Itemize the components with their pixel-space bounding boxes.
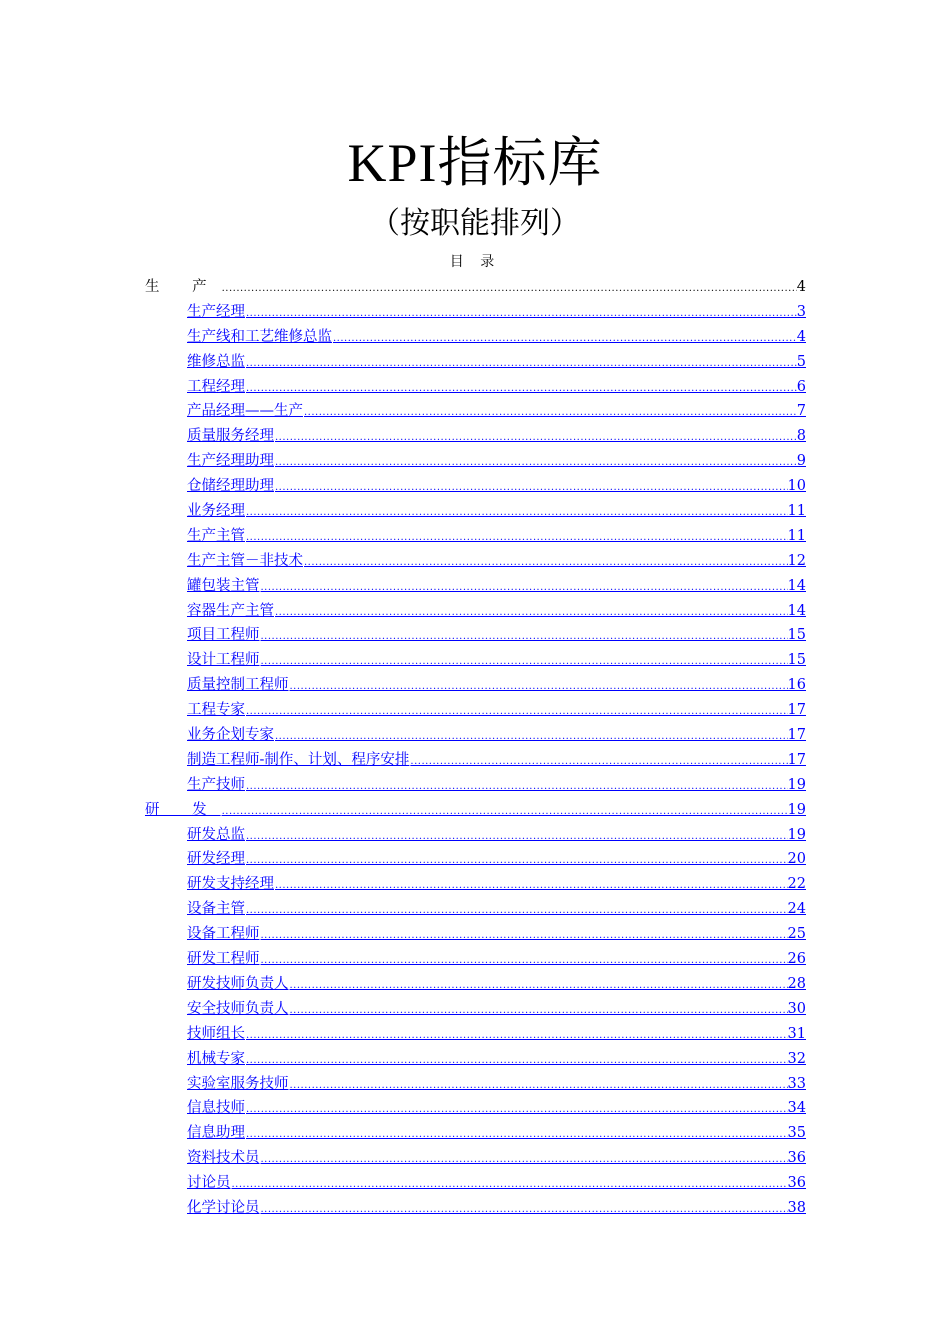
toc-dot-leader [274,451,797,474]
toc-page-number: 15 [787,627,806,644]
toc-dot-leader [245,700,788,723]
toc-page-number: 14 [787,577,806,594]
toc-dot-leader [245,825,788,848]
toc-entry[interactable] [187,1022,806,1047]
toc-entry[interactable] [187,698,806,723]
toc-dot-leader [289,974,788,997]
toc-entry-label: 技师组长 [187,1025,245,1042]
toc-page-number: 24 [787,901,806,918]
toc-entry[interactable] [187,599,806,624]
toc-entry-label: 生产线和工艺维修总监 [187,328,332,345]
toc-dot-leader [274,874,788,897]
toc-entry-label: 机械专家 [187,1050,245,1067]
toc-entry[interactable] [187,375,806,400]
toc-page-number: 4 [796,328,806,345]
toc-page-number: 3 [796,303,806,320]
toc-entry[interactable] [187,1096,806,1121]
toc-page-number: 4 [796,279,806,295]
toc-entry[interactable] [187,574,806,599]
toc-dot-leader [274,601,788,624]
toc-dot-leader [289,1074,788,1097]
toc-section-entry[interactable] [145,798,806,823]
toc-entry-label: 研发工程师 [187,951,260,968]
toc-entry-label: 仓储经理助理 [187,478,274,495]
toc-entry-label: 产品经理——生产 [187,403,303,420]
toc-entry-label: 设备工程师 [187,926,260,943]
toc-page-number: 26 [787,951,806,968]
toc-dot-leader [260,1148,788,1171]
toc-entry-label: 资料技术员 [187,1150,260,1167]
toc-entry-label: 质量控制工程师 [187,677,289,694]
toc-dot-leader [274,725,788,748]
toc-entry-label: 生产主管 [187,527,245,544]
toc-page-number: 34 [787,1100,806,1117]
toc-page-number: 15 [787,652,806,669]
toc-page-number: 25 [787,926,806,943]
toc-entry[interactable] [187,1171,806,1196]
toc-entry[interactable] [187,424,806,449]
toc-dot-leader [221,277,797,300]
toc-entry-label: 业务企划专家 [187,727,274,744]
toc-entry[interactable] [187,648,806,673]
toc-entry[interactable] [187,823,806,848]
toc-entry-label: 维修总监 [187,353,245,370]
toc-entry[interactable] [187,947,806,972]
toc-dot-leader [245,775,788,798]
toc-entry-label: 设计工程师 [187,652,260,669]
toc-page-number: 10 [787,478,806,495]
toc-dot-leader [260,625,788,648]
toc-page-number: 14 [787,602,806,619]
toc-page-number: 19 [787,826,806,843]
toc-page-number: 16 [787,677,806,694]
toc-dot-leader [409,750,787,773]
toc-entry-label: 化学讨论员 [187,1199,260,1216]
toc-dot-leader [245,1123,788,1146]
toc-page-number: 19 [787,801,806,818]
table-of-contents [145,275,806,1221]
toc-entry-label: 信息助理 [187,1125,245,1142]
toc-heading: 目 录 [449,254,501,270]
toc-entry-label: 容器生产主管 [187,602,274,619]
toc-entry[interactable] [187,723,806,748]
toc-page-number: 36 [787,1175,806,1192]
toc-dot-leader [289,675,788,698]
toc-entry[interactable] [187,350,806,375]
toc-dot-leader [303,401,797,424]
toc-dot-leader [260,949,788,972]
toc-page-number: 20 [787,851,806,868]
toc-entry[interactable] [187,399,806,424]
toc-entry[interactable] [187,847,806,872]
toc-entry-label: 生 产 [145,279,221,295]
toc-entry[interactable] [187,1196,806,1221]
toc-entry[interactable] [187,1146,806,1171]
toc-entry[interactable] [187,1047,806,1072]
toc-entry-label: 研发支持经理 [187,876,274,893]
toc-page-number: 22 [787,876,806,893]
toc-entry-label: 信息技师 [187,1100,245,1117]
toc-entry[interactable] [187,623,806,648]
toc-dot-leader [274,476,788,499]
toc-page-number: 33 [787,1075,806,1092]
toc-entry-label: 质量服务经理 [187,428,274,445]
document-subtitle: （按职能排列） [370,206,580,241]
toc-entry-label: 业务经理 [187,503,245,520]
toc-entry[interactable] [187,673,806,698]
toc-dot-leader [260,576,788,599]
toc-entry-label: 研发技师负责人 [187,975,289,992]
toc-page-number: 19 [787,776,806,793]
toc-entry[interactable] [187,474,806,499]
toc-entry[interactable] [187,748,806,773]
toc-entry-label: 研发总监 [187,826,245,843]
toc-entry[interactable] [187,897,806,922]
toc-dot-leader [245,1049,788,1072]
toc-entry[interactable] [187,524,806,549]
toc-entry-label: 制造工程师-制作、计划、程序安排 [187,751,410,768]
toc-page-number: 5 [796,353,806,370]
toc-entry-label: 安全技师负责人 [187,1000,289,1017]
toc-dot-leader [245,377,797,400]
toc-dot-leader [260,650,788,673]
toc-entry[interactable] [187,997,806,1022]
toc-dot-leader [332,327,797,350]
toc-dot-leader [289,999,788,1022]
toc-dot-leader [245,849,788,872]
toc-dot-leader [245,1024,788,1047]
toc-entry[interactable] [187,325,806,350]
toc-entry-label: 设备主管 [187,901,245,918]
toc-dot-leader [260,1198,788,1221]
toc-page-number: 17 [787,702,806,719]
toc-dot-leader [274,426,797,449]
toc-page-number: 30 [787,1000,806,1017]
toc-dot-leader [245,1098,788,1121]
toc-section-entry [145,275,806,300]
toc-entry[interactable] [187,300,806,325]
toc-entry[interactable] [187,972,806,997]
toc-page-number: 7 [796,403,806,420]
toc-page-number: 17 [787,727,806,744]
toc-page-number: 31 [787,1025,806,1042]
toc-page-number: 8 [796,428,806,445]
toc-entry-label: 讨论员 [187,1175,231,1192]
toc-page-number: 35 [787,1125,806,1142]
toc-entry-label: 工程专家 [187,702,245,719]
toc-dot-leader [231,1173,788,1196]
toc-page-number: 36 [787,1150,806,1167]
toc-page-number: 6 [796,378,806,395]
toc-page-number: 11 [787,503,806,520]
toc-dot-leader [245,526,788,549]
document-title: KPI指标库 [347,133,603,193]
toc-entry-label: 生产经理 [187,303,245,320]
toc-entry[interactable] [187,872,806,897]
toc-dot-leader [303,551,788,574]
toc-entry-label: 生产技师 [187,776,245,793]
toc-page-number: 12 [787,552,806,569]
toc-dot-leader [245,501,788,524]
toc-dot-leader [245,302,797,325]
toc-page-number: 38 [787,1199,806,1216]
toc-entry[interactable] [187,1072,806,1097]
toc-entry-label: 研发经理 [187,851,245,868]
toc-entry-label: 生产经理助理 [187,453,274,470]
toc-dot-leader [260,924,788,947]
toc-entry[interactable] [187,922,806,947]
toc-entry-label: 罐包装主管 [187,577,260,594]
toc-entry-label: 项目工程师 [187,627,260,644]
toc-dot-leader [245,899,788,922]
toc-entry-label: 工程经理 [187,378,245,395]
toc-page-number: 9 [796,453,806,470]
toc-dot-leader [245,352,797,375]
toc-entry-label: 研 发 [145,801,221,818]
toc-entry-label: 实验室服务技师 [187,1075,289,1092]
toc-entry[interactable] [187,773,806,798]
toc-dot-leader [221,800,788,823]
toc-entry[interactable] [187,449,806,474]
toc-entry[interactable] [187,1121,806,1146]
toc-page-number: 11 [787,527,806,544]
toc-page-number: 28 [787,975,806,992]
toc-page-number: 32 [787,1050,806,1067]
toc-entry[interactable] [187,549,806,574]
toc-entry-label: 生产主管－非技术 [187,552,303,569]
toc-entry[interactable] [187,499,806,524]
toc-page-number: 17 [787,751,806,768]
